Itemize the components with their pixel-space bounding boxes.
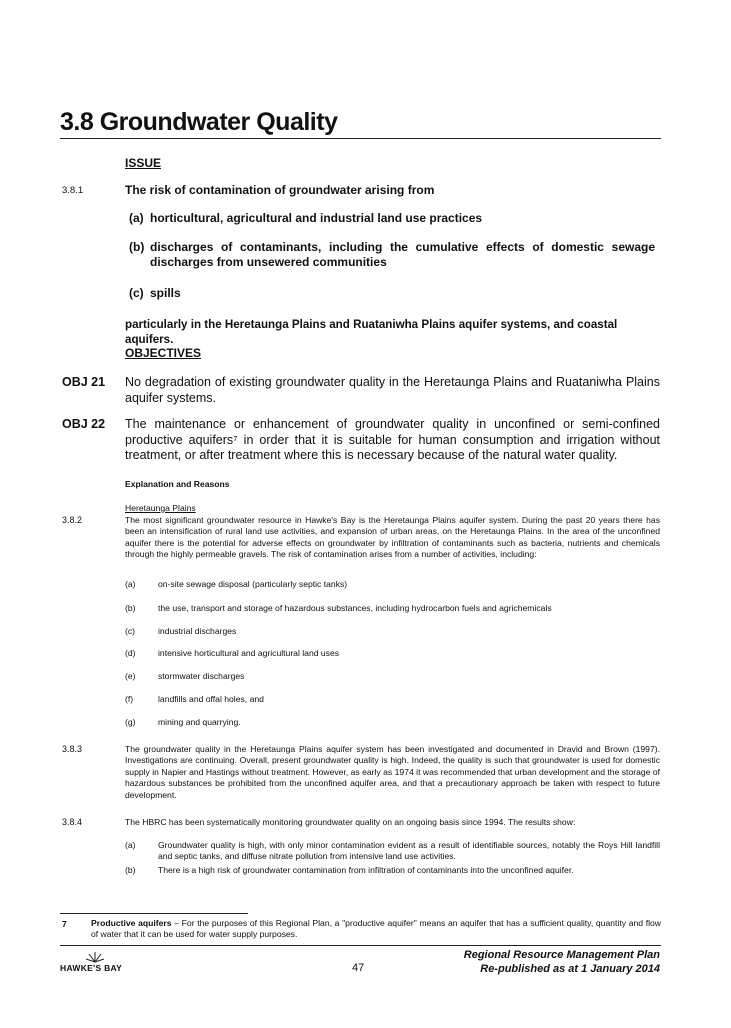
- paragraph-number: 3.8.2: [62, 515, 83, 525]
- footer-right: [464, 948, 660, 976]
- list-item-letter: (e): [125, 671, 136, 681]
- list-item-letter: (b): [125, 603, 136, 613]
- paragraph-number: 3.8.3: [62, 744, 83, 754]
- list-item-text: on-site sewage disposal (particularly septic tanks): [158, 579, 348, 589]
- footnote-marker: 7: [62, 919, 67, 929]
- issue-intro: The risk of contamination of groundwater arising from: [125, 183, 435, 197]
- issue-item-text: discharges of contaminants, including the cumulative effects of domestic sewage discharges from unsewered communities: [150, 240, 655, 269]
- section-number: 3.8: [60, 108, 94, 136]
- footnote-term: Productive aquifers: [91, 918, 172, 928]
- footer-divider: [60, 945, 661, 946]
- section-title-text: Groundwater Quality: [99, 108, 338, 136]
- list-item-text: landfills and offal holes, and: [158, 694, 264, 704]
- footnote-text: [91, 918, 661, 941]
- plan-title: Regional Resource Management Plan: [463, 949, 660, 961]
- footnote-divider: [60, 913, 248, 914]
- list-item-letter: (a): [125, 840, 136, 850]
- paragraph-text: The most significant groundwater resource in Hawke's Bay is the Heretaunga Plains aquifer system. During the past 20 years there has been an intensification of rural land use activities, and expansion of urban areas, on the Heretaunga Plains. In the area of the unconfined aquifer there is the potential for adverse effects on groundwater by infiltration of contaminants such as bacteria, nutrients and chemicals through the highly permeable gravels. The risk of contamination arises from a number of activities, including:: [125, 515, 660, 560]
- list-item-letter: (d): [125, 648, 136, 658]
- issue-heading: ISSUE: [125, 156, 162, 170]
- issue-number: 3.8.1: [62, 185, 84, 196]
- list-item-text: There is a high risk of groundwater contamination from infiltration of contaminants into the unconfined aquifer.: [158, 865, 574, 875]
- issue-item-letter: (a): [129, 211, 144, 225]
- logo-text: HAWKE'S BAY: [60, 963, 123, 973]
- objective-label: OBJ 22: [62, 417, 106, 431]
- list-item-text: mining and quarrying.: [158, 717, 241, 727]
- list-item-text: industrial discharges: [158, 626, 237, 636]
- page-number: 47: [352, 962, 365, 974]
- list-item-text: intensive horticultural and agricultural land uses: [158, 648, 340, 658]
- paragraph-text: The HBRC has been systematically monitoring groundwater quality on an ongoing basis since 1994. The results show:: [125, 817, 576, 827]
- list-item-letter: (a): [125, 579, 136, 589]
- hawkes-bay-logo: [60, 948, 130, 978]
- footnote-definition: – For the purposes of this Regional Plan, a "productive aquifer" means an aquifer that has a sufficient quality, quantity and flow of water that it can be used for water supply purposes.: [91, 918, 661, 940]
- list-item-text: stormwater discharges: [158, 671, 245, 681]
- issue-item-text: spills: [150, 286, 181, 300]
- list-item-letter: (b): [125, 865, 136, 875]
- issue-item-letter: (c): [129, 286, 144, 300]
- issue-item-text: horticultural, agricultural and industrial land use practices: [150, 211, 483, 225]
- title-divider: [60, 138, 661, 139]
- sunburst-icon: [60, 948, 130, 964]
- objective-text: The maintenance or enhancement of groundwater quality in unconfined or semi-confined productive aquifers⁷ in order that it is suitable for human consumption and irrigation without treatment, or after treatment where this is necessary because of the natural water quality.: [125, 417, 660, 462]
- explanation-subheading: Heretaunga Plains: [125, 503, 196, 513]
- objective-label: OBJ 21: [62, 375, 106, 389]
- paragraph-text: The groundwater quality in the Heretaunga Plains aquifer system has been investigated and documented in Dravid and Brown (1997). Investigations are continuing. Overall, present groundwater quality is high. Indeed, the quality is such that groundwater is used for domestic supply in Napier and Hastings without treatment. However, as early as 1974 it was recommended that urban development and the storage of hazardous substances be prohibited from the unconfined aquifer area, and that a precautionary approach be taken with respect to future development.: [125, 744, 660, 800]
- section-title: [60, 108, 337, 137]
- list-item-text: the use, transport and storage of hazardous substances, including hydrocarbon fuels and agrichemicals: [158, 603, 552, 613]
- list-item-text: Groundwater quality is high, with only minor contamination evident as a result of identifiable sources, notably the Roys Hill landfill and septic tanks, and diffuse nitrate pollution from intensive land use activities.: [158, 840, 660, 862]
- list-item-letter: (c): [125, 626, 136, 636]
- explanation-heading: Explanation and Reasons: [125, 479, 230, 489]
- paragraph-number: 3.8.4: [62, 817, 83, 827]
- objective-text: No degradation of existing groundwater quality in the Heretaunga Plains and Ruataniwha Plains aquifer systems.: [125, 375, 660, 405]
- issue-closing: particularly in the Heretaunga Plains and Ruataniwha Plains aquifer systems, and coastal aquifers.: [125, 318, 618, 346]
- issue-item-letter: (b): [129, 240, 145, 254]
- list-item-letter: (f): [125, 694, 134, 704]
- list-item-letter: (g): [125, 717, 136, 727]
- republished-date: Re-published as at 1 January 2014: [480, 963, 660, 975]
- objectives-heading: OBJECTIVES: [125, 346, 202, 360]
